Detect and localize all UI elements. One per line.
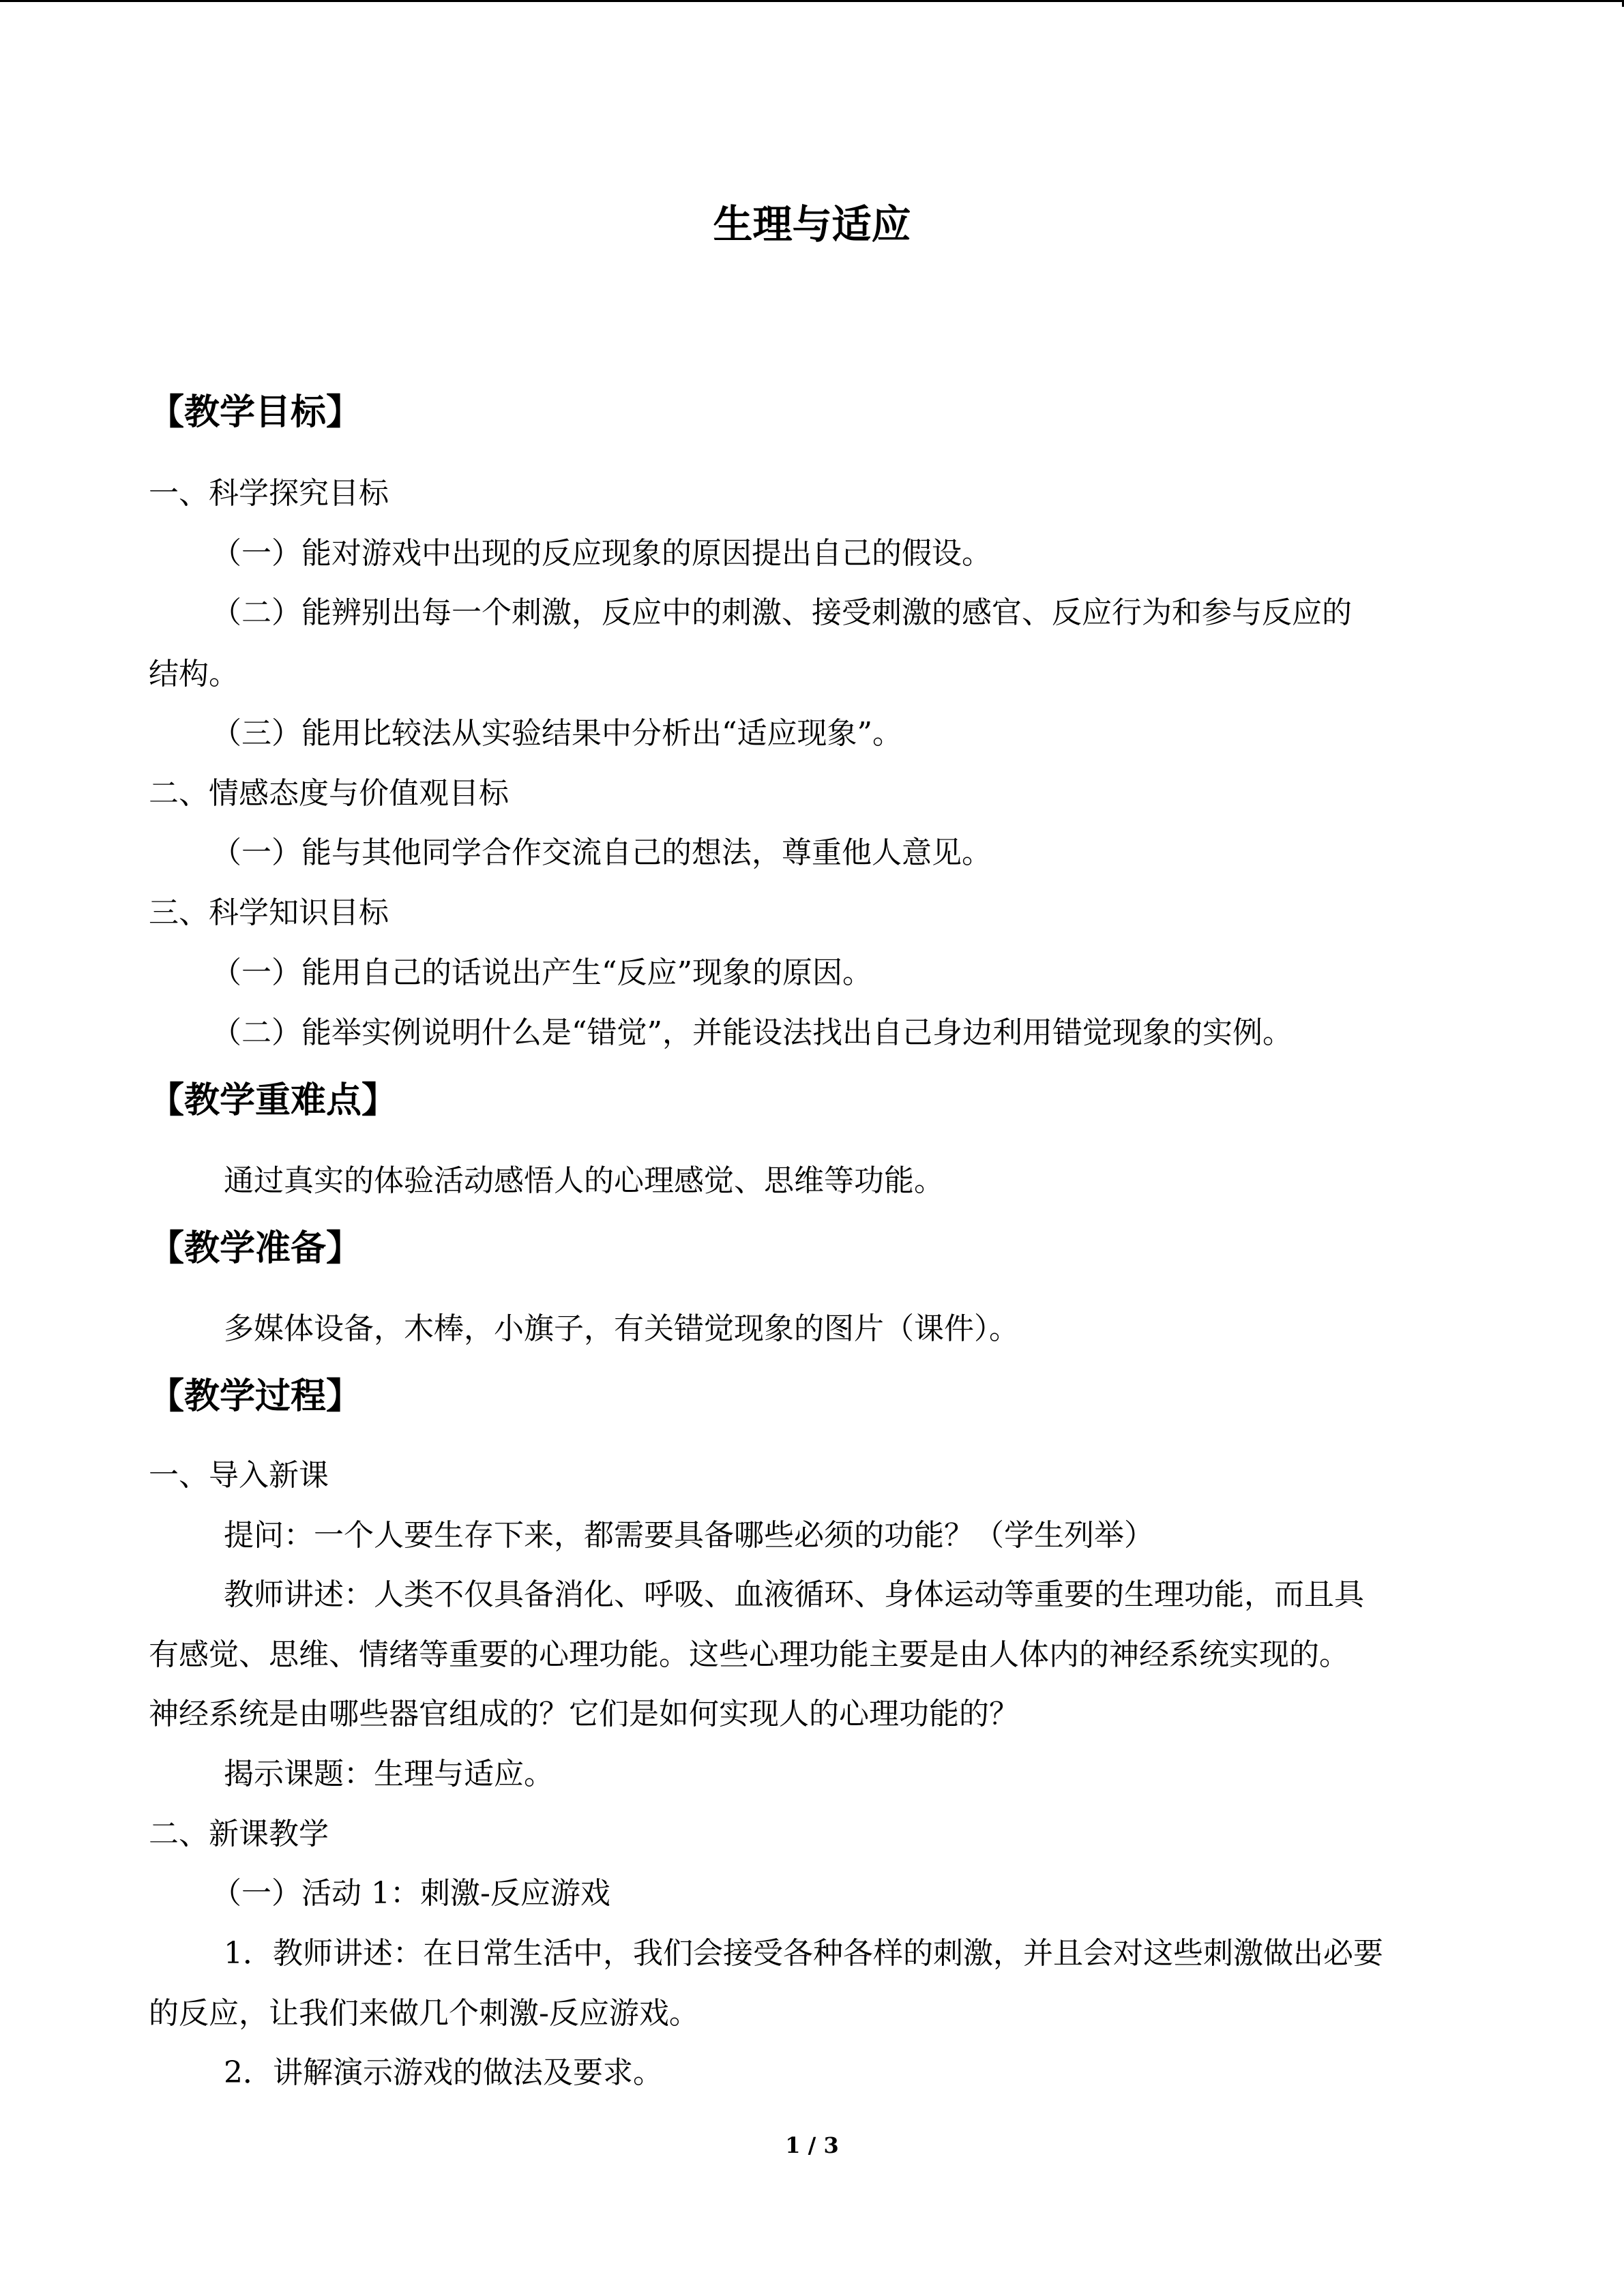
- paragraph-line: 有感觉、思维、情绪等重要的心理功能。这些心理功能主要是由人体内的神经系统实现的。: [149, 1637, 1349, 1672]
- document-title: 生理与适应: [713, 201, 911, 248]
- paragraph-line: （一）活动 1：刺激-反应游戏: [211, 1876, 610, 1911]
- paragraph-line: （三）能用比较法从实验结果中分析出“适应现象”。: [211, 716, 902, 751]
- paragraph-line: 多媒体设备，木棒，小旗子，有关错觉现象的图片（课件）。: [224, 1311, 1019, 1346]
- paragraph-line: 提问：一个人要生存下来，都需要具备哪些必须的功能？（学生列举）: [224, 1518, 1154, 1553]
- paragraph-line: 2．讲解演示游戏的做法及要求。: [224, 2055, 663, 2090]
- paragraph-line: （二）能辨别出每一个刺激，反应中的刺激、接受刺激的感官、反应行为和参与反应的: [211, 595, 1352, 630]
- section-heading-process: 【教学过程】: [149, 1376, 362, 1417]
- section-heading-key-points: 【教学重难点】: [149, 1080, 398, 1121]
- paragraph-line: 揭示课题：生理与适应。: [224, 1757, 554, 1791]
- paragraph-line: （二）能举实例说明什么是“错觉”，并能设法找出自己身边利用错觉现象的实例。: [211, 1015, 1293, 1050]
- subheading-new-lesson: 二、新课教学: [149, 1817, 329, 1851]
- top-border-line: [0, 0, 1624, 2]
- paragraph-line: （一）能用自己的话说出产生“反应”现象的原因。: [211, 955, 872, 990]
- paragraph-line: 的反应，让我们来做几个刺激-反应游戏。: [149, 1996, 699, 2031]
- subheading-inquiry-goals: 一、科学探究目标: [149, 476, 389, 511]
- paragraph-line: 神经系统是由哪些器官组成的？它们是如何实现人的心理功能的？: [149, 1697, 1019, 1731]
- paragraph-line: 1．教师讲述：在日常生活中，我们会接受各种各样的刺激，并且会对这些刺激做出必要: [224, 1936, 1383, 1971]
- paragraph-line: 结构。: [149, 657, 239, 691]
- paragraph-line: 教师讲述：人类不仅具备消化、呼吸、血液循环、身体运动等重要的生理功能，而且具: [224, 1577, 1364, 1612]
- subheading-introduction: 一、导入新课: [149, 1458, 329, 1493]
- paragraph-line: （一）能与其他同学合作交流自己的想法，尊重他人意见。: [211, 835, 992, 870]
- subheading-knowledge-goals: 三、科学知识目标: [149, 895, 389, 930]
- page-number: 1 / 3: [785, 2132, 839, 2158]
- paragraph-line: 通过真实的体验活动感悟人的心理感觉、思维等功能。: [224, 1163, 944, 1198]
- section-heading-objectives: 【教学目标】: [149, 392, 362, 433]
- section-heading-preparation: 【教学准备】: [149, 1228, 362, 1269]
- paragraph-line: （一）能对游戏中出现的反应现象的原因提出自己的假设。: [211, 536, 992, 571]
- subheading-attitude-goals: 二、情感态度与价值观目标: [149, 776, 509, 811]
